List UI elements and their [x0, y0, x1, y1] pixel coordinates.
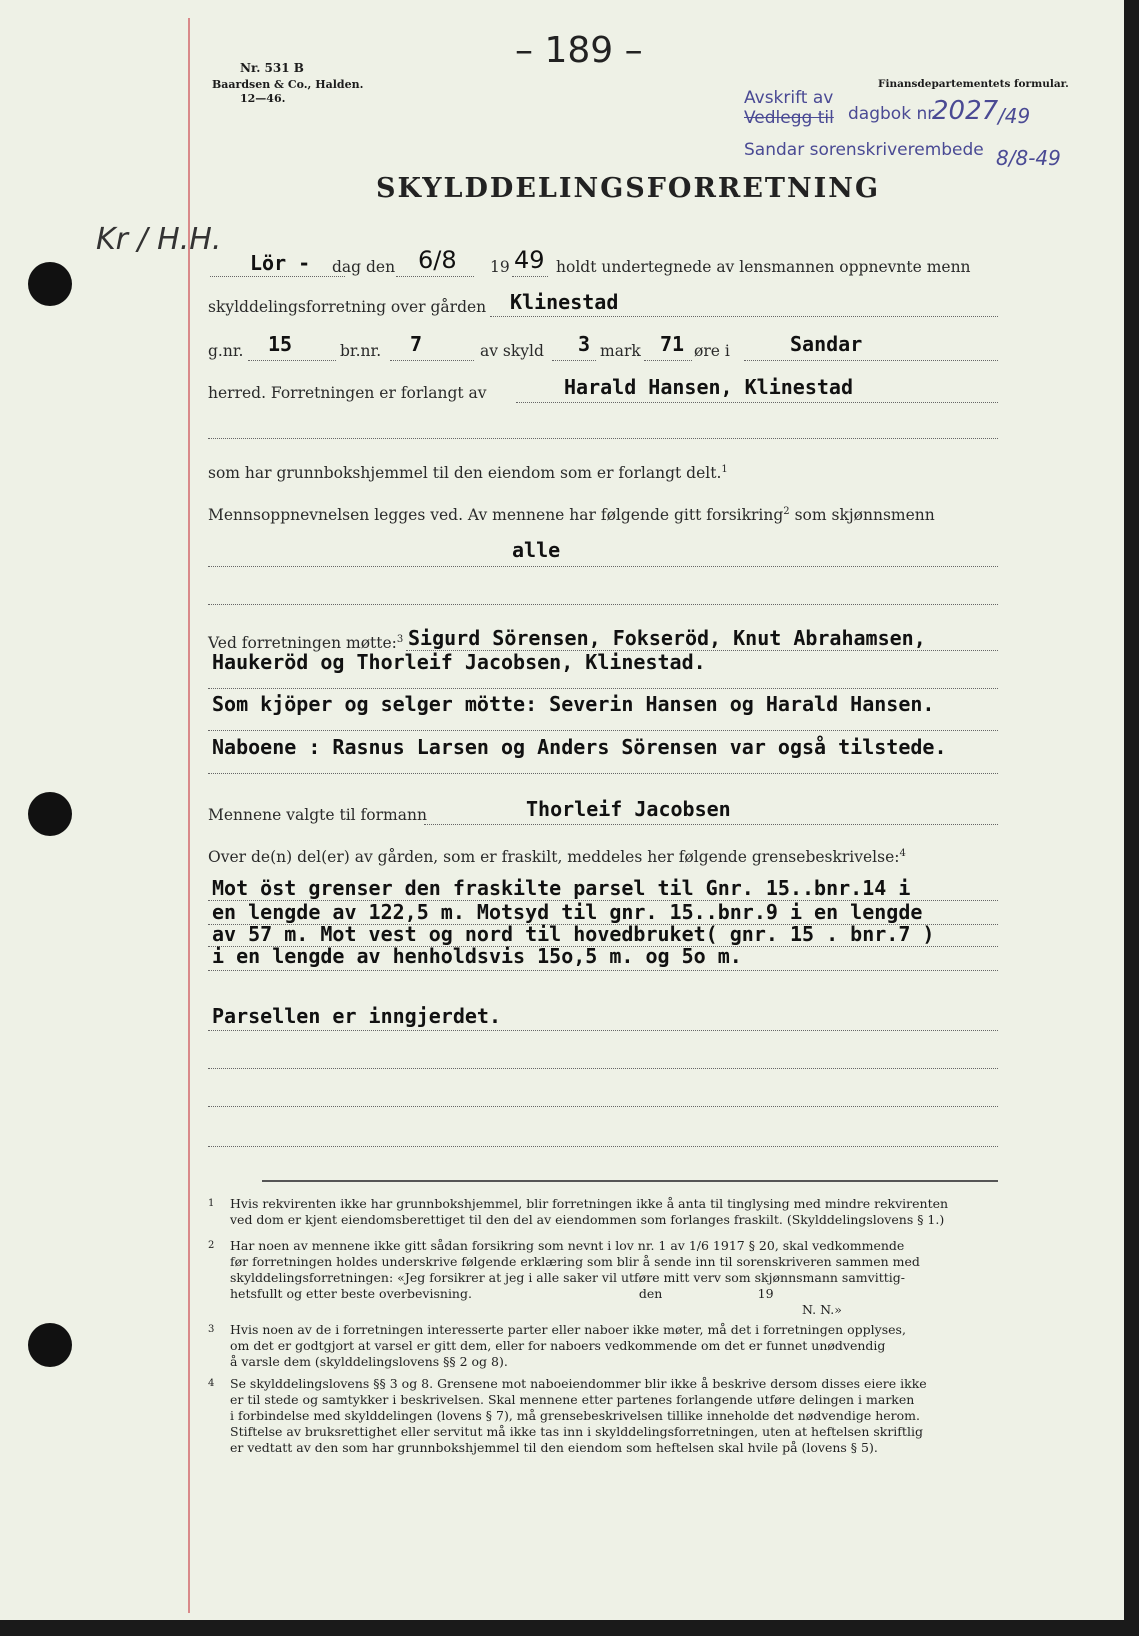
- attendees-line-1: Sigurd Sörensen, Fokseröd, Knut Abrahamsen,: [408, 626, 926, 650]
- footnote-ref-2: 2: [783, 506, 790, 517]
- footnote-2-signature: N. N.»: [802, 1302, 842, 1317]
- footnote-3: [208, 1322, 1008, 1374]
- footnote-separator: [262, 1180, 998, 1182]
- stamp-dagbok-year: /49: [998, 104, 1031, 128]
- stamp-line1b: Vedlegg til: [744, 108, 834, 128]
- dotted-line: [208, 604, 998, 605]
- dag-den-label: dag den: [332, 258, 396, 276]
- ore-label: øre i: [694, 342, 730, 360]
- holdt-label: holdt undertegnede av lensmannen oppnevnte menn: [556, 258, 971, 276]
- dotted-line: [424, 824, 998, 825]
- over-gaarden-label: skylddelingsforretning over gården: [208, 298, 487, 316]
- footnote-ref-1: 1: [721, 464, 728, 475]
- herred-label: herred. Forretningen er forlangt av: [208, 384, 487, 402]
- dotted-line: [490, 316, 998, 317]
- herred-name: Sandar: [790, 332, 863, 356]
- formann-value: Thorleif Jacobsen: [526, 797, 731, 821]
- dotted-line: [208, 1068, 998, 1069]
- print-date: 12—46.: [240, 92, 286, 105]
- printer-name: Baardsen & Co., Halden.: [212, 78, 364, 91]
- footnote-2-line-1: Har noen av mennene ikke gitt sådan forsikring som nevnt i lov nr. 1 av 1/6 1917 § 20, skal vedkommende: [230, 1238, 905, 1253]
- date-value: 6/8: [418, 246, 457, 274]
- footnote-2-line-2: før forretningen holdes underskrive følgende erklæring som blir å sende inn til sorenskriveren sammen med: [230, 1254, 920, 1269]
- dotted-line: [208, 970, 998, 971]
- dotted-line: [208, 1106, 998, 1107]
- footnote-ref-3: 3: [396, 634, 404, 645]
- page-number: – 189 –: [515, 30, 643, 71]
- ore-value: 71: [660, 332, 685, 356]
- dotted-line: [390, 360, 474, 361]
- dotted-line: [210, 276, 345, 277]
- stamp-dagbok-number: 2027: [932, 96, 999, 126]
- footnote-3-line-2: om det er godtgjort at varsel er gitt dem, eller for naboers vedkommende om det er funnet unødvendig: [230, 1338, 886, 1353]
- margin-initials: Kr / H.H.: [96, 222, 222, 257]
- grunnbok-text-body: som har grunnbokshjemmel til den eiendom som er forlangt delt.: [208, 464, 722, 483]
- weekday-value: Lör -: [250, 251, 311, 275]
- footnote-1-line-1: Hvis rekvirenten ikke har grunnbokshjemmel, blir forretningen ikke å anta til tinglysing med mindre rekvirenten: [230, 1196, 949, 1211]
- dotted-line: [512, 276, 548, 277]
- mark-label: mark: [600, 342, 641, 360]
- dotted-line: [396, 276, 474, 277]
- dotted-line: [208, 566, 998, 567]
- attendees-line-4: Naboene : Rasnus Larsen og Anders Sörensen var også tilstede.: [212, 735, 947, 759]
- footnote-4-line-5: er vedtatt av den som har grunnbokshjemmel til den eiendom som heftelsen skal hvile på (lovens § 5).: [230, 1440, 878, 1455]
- form-number: Nr. 531 B: [240, 61, 304, 75]
- footnote-3-line-1: Hvis noen av de i forretningen interesserte parter eller naboer ikke møter, må det i forretningen opplyses,: [230, 1322, 906, 1337]
- binder-hole-bottom: [28, 1323, 72, 1367]
- boundary-line-5: Parsellen er inngjerdet.: [212, 1004, 501, 1028]
- motte-label-text: Ved forretningen møtte:: [208, 634, 397, 653]
- dotted-line: [248, 360, 336, 361]
- gnr-value: 15: [268, 332, 293, 356]
- footnote-3-line-3: å varsle dem (skylddelingslovens §§ 2 og 8).: [230, 1354, 508, 1369]
- stamp-date: 8/8-49: [996, 146, 1061, 170]
- footnote-1: [208, 1196, 1008, 1236]
- gnr-label: g.nr.: [208, 342, 244, 360]
- boundary-line-3: av 57 m. Mot vest og nord til hovedbruket( gnr. 15 . bnr.7 ): [212, 922, 935, 946]
- footnote-2-number: 2: [208, 1240, 215, 1251]
- forsikring-value: alle: [512, 538, 561, 562]
- footnote-3-number: 3: [208, 1324, 215, 1335]
- margin-line: [188, 18, 190, 1613]
- mark-value: 3: [578, 332, 591, 356]
- stamp-line1a: Avskrift av: [744, 88, 834, 108]
- boundary-line-1: Mot öst grenser den fraskilte parsel til Gnr. 15..bnr.14 i: [212, 876, 911, 900]
- dotted-line: [744, 360, 998, 361]
- document-title: SKYLDDELINGSFORRETNING: [376, 173, 881, 204]
- footnote-ref-4: 4: [899, 848, 906, 859]
- mennsopp-text: [208, 506, 935, 524]
- binder-hole-middle: [28, 792, 72, 836]
- dotted-line: [208, 688, 998, 689]
- boundary-line-4: i en lengde av henholdsvis 15o,5 m. og 5o m.: [212, 944, 742, 968]
- skjonnsmenn-label: som skjønnsmenn: [794, 506, 935, 525]
- footnote-2-line-4: hetsfullt og etter beste overbevisning. den 19: [230, 1286, 774, 1301]
- dotted-line: [552, 360, 596, 361]
- year-prefix: 19: [490, 258, 510, 276]
- footnote-2: [208, 1238, 1008, 1320]
- dotted-line: [208, 1030, 998, 1031]
- formann-label: Mennene valgte til formann: [208, 806, 427, 824]
- attendees-line-3: Som kjöper og selger mötte: Severin Hansen og Harald Hansen.: [212, 692, 935, 716]
- year-value: 49: [514, 246, 545, 274]
- brnr-label: br.nr.: [340, 342, 382, 360]
- dotted-line: [516, 402, 998, 403]
- footnote-4-line-2: er til stede og samtykker i beskrivelsen. Skal mennene etter partenes forlangende utføre delingen i marken: [230, 1392, 915, 1407]
- attendees-line-2: Haukeröd og Thorleif Jacobsen, Klinestad.: [212, 650, 706, 674]
- footnote-1-number: 1: [208, 1198, 215, 1209]
- footnote-4: [208, 1376, 1008, 1460]
- footnote-4-line-4: Stiftelse av bruksrettighet eller servitut må ikke tas inn i skylddelingsforretningen, uten at heftelsen skriftlig: [230, 1424, 923, 1439]
- ministry-form: Finansdepartementets formular.: [878, 78, 1069, 90]
- requested-by: Harald Hansen, Klinestad: [564, 375, 853, 399]
- grense-label: [208, 848, 906, 866]
- dotted-line: [208, 438, 998, 439]
- boundary-line-2: en lengde av 122,5 m. Motsyd til gnr. 15..bnr.9 i en lengde: [212, 900, 923, 924]
- footnote-1-line-2: ved dom er kjent eiendomsberettiget til den del av eiendommen som forlanges fraskilt. (Skylddelingslovens § 1.): [230, 1212, 945, 1227]
- dotted-line: [208, 730, 998, 731]
- footnote-4-line-3: i forbindelse med skylddelingen (lovens § 7), må grensebeskrivelsen tillike inneholde det nødvendige herom.: [230, 1408, 920, 1423]
- stamp-dagbok-label: dagbok nr.: [848, 104, 939, 124]
- dotted-line: [208, 1146, 998, 1147]
- footnote-4-number: 4: [208, 1378, 215, 1389]
- footnote-2-line-3: skylddelingsforretningen: «Jeg forsikrer at jeg i alle saker vil utføre mitt verv som skjønnsmann samvittig-: [230, 1270, 905, 1285]
- stamp-court: Sandar sorenskriverembede: [744, 140, 984, 160]
- farm-name: Klinestad: [510, 290, 619, 314]
- binder-hole-top: [28, 262, 72, 306]
- dotted-line: [208, 773, 998, 774]
- brnr-value: 7: [410, 332, 423, 356]
- footnote-4-line-1: Se skylddelingslovens §§ 3 og 8. Grensene mot naboeiendommer blir ikke å beskrive dersom disses eiere ikke: [230, 1376, 927, 1391]
- av-skyld-label: av skyld: [480, 342, 544, 360]
- grense-label-text: Over de(n) del(er) av gården, som er fraskilt, meddeles her følgende grensebeskrivelse:: [208, 848, 900, 867]
- mennsopp-text-body: Mennsoppnevnelsen legges ved. Av mennene har følgende gitt forsikring: [208, 506, 784, 525]
- grunnbok-text: [208, 464, 728, 482]
- dotted-line: [644, 360, 692, 361]
